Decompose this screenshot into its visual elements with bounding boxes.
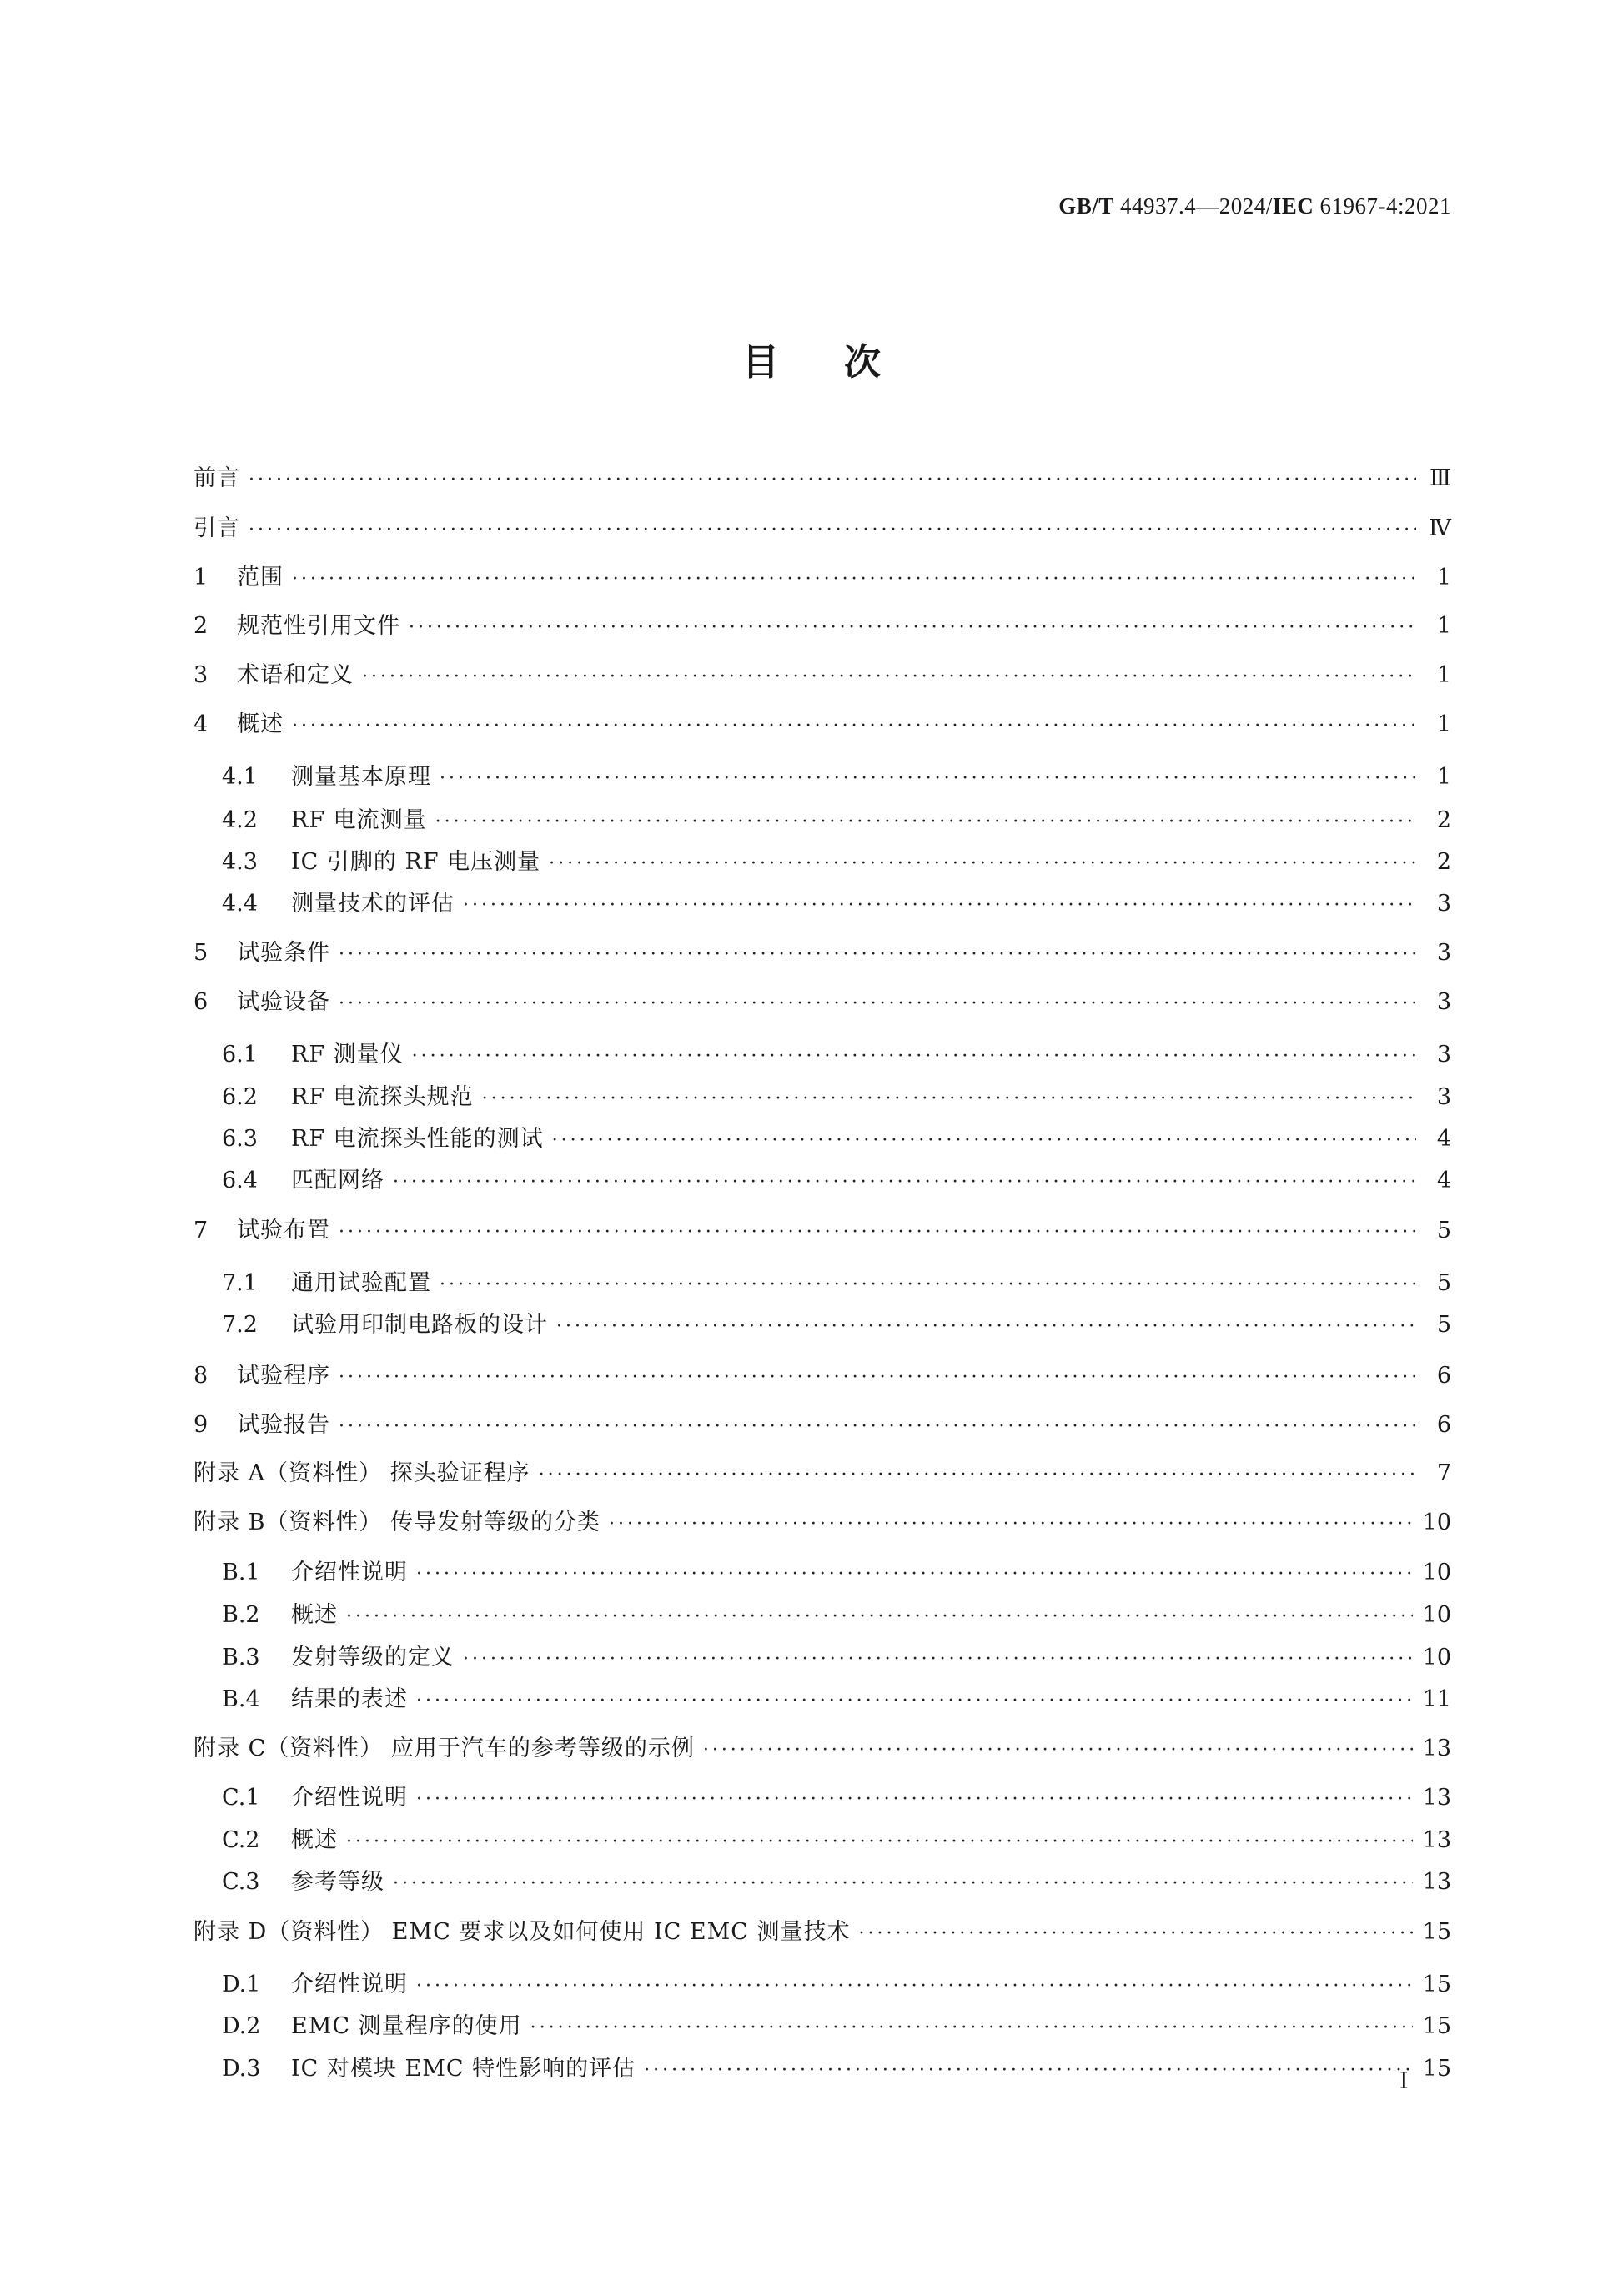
toc-entry-label: 附录 B（资料性） 传导发射等级的分类 <box>193 1510 601 1535</box>
toc-entry-label: 试验设备 <box>237 989 330 1015</box>
toc-entry-page: 13 <box>1422 1736 1451 1761</box>
toc-entry-page: 6 <box>1436 1363 1451 1389</box>
toc-entry-page: 5 <box>1436 1218 1451 1243</box>
toc-entry-page: 15 <box>1422 1972 1451 1997</box>
toc-entry-page: 15 <box>1422 1919 1451 1945</box>
dot-leader <box>339 1364 1416 1392</box>
toc-entry-page: 10 <box>1422 1645 1451 1671</box>
dot-leader <box>549 850 1416 878</box>
toc-entry-label: 试验报告 <box>237 1412 330 1438</box>
toc-entry[interactable] <box>193 1311 1451 1341</box>
dot-leader <box>249 466 1416 495</box>
toc-entry[interactable] <box>193 1559 1451 1589</box>
toc-entry-number: 1 <box>193 565 209 590</box>
dot-leader <box>346 1828 1413 1856</box>
toc-entry-page: 3 <box>1436 989 1451 1015</box>
toc-entry[interactable] <box>193 1411 1451 1441</box>
toc-entry-number: 6.2 <box>222 1084 258 1110</box>
dot-leader <box>644 2057 1413 2085</box>
toc-entry-page: 13 <box>1422 1785 1451 1811</box>
dot-leader <box>435 808 1416 837</box>
toc-entry-page: 15 <box>1422 2056 1451 2082</box>
toc-entry-label: 术语和定义 <box>237 662 354 688</box>
toc-entry[interactable] <box>193 1459 1451 1490</box>
toc-entry-number: C.3 <box>222 1869 260 1895</box>
toc-entry-number: 7.2 <box>222 1312 258 1338</box>
toc-entry[interactable] <box>193 515 1451 545</box>
toc-entry[interactable] <box>193 1041 1451 1071</box>
toc-entry-label: 范围 <box>237 565 284 590</box>
toc-entry-label: 概述 <box>291 1827 338 1853</box>
toc-entry-page: 3 <box>1436 891 1451 917</box>
toc-entry[interactable] <box>193 1735 1451 1765</box>
toc-entry[interactable] <box>193 1362 1451 1392</box>
dot-leader <box>292 712 1416 741</box>
toc-entry[interactable] <box>193 1125 1451 1155</box>
toc-entry[interactable] <box>193 890 1451 920</box>
dot-leader <box>416 1560 1413 1589</box>
toc-entry[interactable] <box>193 1509 1451 1539</box>
toc-entry-label: 前言 <box>193 465 240 491</box>
toc-entry-number: 4.2 <box>222 807 258 833</box>
toc-entry-page: 1 <box>1436 764 1451 790</box>
page-number: I <box>1399 2068 1409 2094</box>
toc-entry[interactable] <box>193 1083 1451 1113</box>
toc-entry-number: B.3 <box>222 1645 260 1671</box>
toc-entry-page: 4 <box>1436 1126 1451 1152</box>
dot-leader <box>346 1603 1413 1631</box>
dot-leader <box>339 1413 1416 1441</box>
toc-entry[interactable] <box>193 1868 1451 1898</box>
dot-leader <box>463 892 1416 920</box>
dot-leader <box>552 1127 1416 1155</box>
toc-entry[interactable] <box>193 612 1451 642</box>
toc-entry-number: 2 <box>193 613 209 639</box>
toc-entry-label: 匹配网络 <box>291 1168 384 1193</box>
toc-entry-page: 3 <box>1436 940 1451 966</box>
toc-entry-label: 概述 <box>291 1602 338 1628</box>
toc-entry[interactable] <box>193 1784 1451 1814</box>
toc-entry-page: 6 <box>1436 1412 1451 1438</box>
dot-leader <box>703 1736 1413 1765</box>
toc-entry-page: 1 <box>1436 711 1451 737</box>
toc-entry-number: C.1 <box>222 1785 260 1811</box>
toc-entry[interactable] <box>193 1601 1451 1631</box>
toc-entry-number: 5 <box>193 940 209 966</box>
toc-entry[interactable] <box>193 1686 1451 1716</box>
toc-entry-page: 1 <box>1436 662 1451 688</box>
toc-entry-label: 测量技术的评估 <box>291 891 455 917</box>
toc-entry-page: Ⅲ <box>1429 465 1451 491</box>
toc-entry-number: D.1 <box>222 1972 261 1997</box>
toc-entry-number: 4 <box>193 711 209 737</box>
toc-entry-label: 附录 C（资料性） 应用于汽车的参考等级的示例 <box>193 1736 695 1761</box>
dot-leader <box>292 565 1416 594</box>
toc-entry-page: 4 <box>1436 1168 1451 1193</box>
toc-entry-label: RF 电流测量 <box>291 807 427 833</box>
toc-entry-label: RF 测量仪 <box>291 1042 404 1068</box>
standard-prefix: GB/T <box>1058 193 1114 219</box>
toc-entry-page: 2 <box>1436 849 1451 875</box>
toc-entry-page: 10 <box>1422 1510 1451 1535</box>
dot-leader <box>556 1313 1416 1341</box>
toc-entry-label: 规范性引用文件 <box>237 613 400 639</box>
toc-entry[interactable] <box>193 939 1451 969</box>
toc-entry-label: EMC 测量程序的使用 <box>291 2013 522 2039</box>
toc-entry-number: B.1 <box>222 1560 260 1585</box>
dot-leader <box>393 1870 1413 1898</box>
toc-entry[interactable] <box>193 661 1451 691</box>
dot-leader <box>482 1085 1416 1113</box>
dot-leader <box>412 1042 1416 1071</box>
toc-entry-page: Ⅳ <box>1429 515 1451 541</box>
toc-entry-number: B.4 <box>222 1686 260 1712</box>
toc-entry-number: 6.3 <box>222 1126 258 1152</box>
toc-entry[interactable] <box>193 988 1451 1018</box>
toc-entry-page: 5 <box>1436 1312 1451 1338</box>
toc-entry-page: 13 <box>1422 1827 1451 1853</box>
dot-leader <box>539 1461 1416 1490</box>
toc-entry-number: 6.1 <box>222 1042 258 1068</box>
toc-entry-number: 4.4 <box>222 891 258 917</box>
toc-entry-label: 介绍性说明 <box>291 1785 408 1811</box>
toc-entry[interactable] <box>193 564 1451 594</box>
dot-leader <box>609 1510 1413 1539</box>
toc-entry-number: D.2 <box>222 2013 261 2039</box>
toc-entry-label: 结果的表述 <box>291 1686 408 1712</box>
dot-leader <box>362 663 1416 691</box>
toc-entry-label: 附录 A（资料性） 探头验证程序 <box>193 1460 530 1486</box>
dot-leader <box>339 1218 1416 1247</box>
toc-entry[interactable] <box>193 711 1451 741</box>
toc-entry-label: 试验程序 <box>237 1363 330 1389</box>
dot-leader <box>530 2014 1413 2042</box>
toc-entry-label: RF 电流探头性能的测试 <box>291 1126 544 1152</box>
toc-entry-label: 介绍性说明 <box>291 1972 408 1997</box>
toc-entry[interactable] <box>193 1217 1451 1247</box>
toc-entry-label: RF 电流探头规范 <box>291 1084 474 1110</box>
toc-entry-page: 10 <box>1422 1560 1451 1585</box>
toc-entry-number: 6.4 <box>222 1168 258 1193</box>
toc-entry[interactable] <box>193 1971 1451 2001</box>
toc-entry[interactable] <box>193 1826 1451 1856</box>
toc-entry[interactable] <box>193 1167 1451 1197</box>
toc-entry-page: 5 <box>1436 1270 1451 1296</box>
dot-leader <box>339 941 1416 969</box>
dot-leader <box>416 1687 1413 1716</box>
toc-entry-label: 参考等级 <box>291 1869 384 1895</box>
toc-entry-label: 试验条件 <box>237 940 330 966</box>
toc-entry-number: 7 <box>193 1218 209 1243</box>
toc-entry-number: 4.3 <box>222 849 258 875</box>
toc-entry-number: 8 <box>193 1363 209 1389</box>
standard-number: 44937.4—2024/ <box>1113 193 1273 219</box>
dot-leader <box>416 1786 1413 1814</box>
toc-entry-label: 附录 D（资料性） EMC 要求以及如何使用 IC EMC 测量技术 <box>193 1919 851 1945</box>
dot-leader <box>249 516 1416 545</box>
document-header <box>1058 193 1451 219</box>
toc-entry-label: 发射等级的定义 <box>291 1645 455 1671</box>
dot-leader <box>393 1168 1416 1197</box>
dot-leader <box>440 765 1416 793</box>
toc-entry[interactable] <box>193 806 1451 837</box>
toc-entry-page: 15 <box>1422 2013 1451 2039</box>
toc-entry[interactable] <box>193 848 1451 878</box>
toc-entry-label: 概述 <box>237 711 284 737</box>
toc-entry[interactable] <box>193 2055 1451 2085</box>
dot-leader <box>440 1271 1416 1299</box>
toc-entry-label: 试验用印制电路板的设计 <box>291 1312 548 1338</box>
toc-entry-label: 测量基本原理 <box>291 764 431 790</box>
iec-number: 61967-4:2021 <box>1314 193 1451 219</box>
dot-leader <box>409 614 1416 642</box>
toc-entry-page: 1 <box>1436 613 1451 639</box>
toc-entry-number: 3 <box>193 662 209 688</box>
dot-leader <box>463 1645 1413 1674</box>
toc-entry-number: D.3 <box>222 2056 261 2082</box>
toc-entry-page: 13 <box>1422 1869 1451 1895</box>
toc-entry-page: 10 <box>1422 1602 1451 1628</box>
iec-prefix: IEC <box>1272 193 1314 219</box>
toc-entry-label: 介绍性说明 <box>291 1560 408 1585</box>
toc-entry-number: B.2 <box>222 1602 260 1628</box>
toc-entry-page: 7 <box>1436 1460 1451 1486</box>
dot-leader <box>339 990 1416 1018</box>
toc-entry-page: 2 <box>1436 807 1451 833</box>
dot-leader <box>859 1920 1413 1948</box>
toc-entry-label: 通用试验配置 <box>291 1270 431 1296</box>
toc-entry-label: IC 引脚的 RF 电压测量 <box>291 849 541 875</box>
toc-entry[interactable] <box>193 1918 1451 1948</box>
toc-entry-label: 试验布置 <box>237 1218 330 1243</box>
page-title: 目次 <box>742 341 946 384</box>
toc-entry[interactable] <box>193 763 1451 793</box>
toc-entry-label: 引言 <box>193 515 240 541</box>
toc-entry-page: 11 <box>1422 1686 1451 1712</box>
toc-entry-label: IC 对模块 EMC 特性影响的评估 <box>291 2056 636 2082</box>
toc-entry[interactable] <box>193 1644 1451 1674</box>
toc-entry-number: 6 <box>193 989 209 1015</box>
toc-entry-number: 4.1 <box>222 764 258 790</box>
toc-entry-number: 7.1 <box>222 1270 258 1296</box>
toc-entry-page: 1 <box>1436 565 1451 590</box>
dot-leader <box>416 1972 1413 2001</box>
toc-entry[interactable] <box>193 465 1451 495</box>
toc-entry[interactable] <box>193 1269 1451 1299</box>
toc-entry-number: 9 <box>193 1412 209 1438</box>
toc-entry-page: 3 <box>1436 1084 1451 1110</box>
toc-entry-page: 3 <box>1436 1042 1451 1068</box>
toc-entry[interactable] <box>193 2012 1451 2042</box>
toc-entry-number: C.2 <box>222 1827 260 1853</box>
